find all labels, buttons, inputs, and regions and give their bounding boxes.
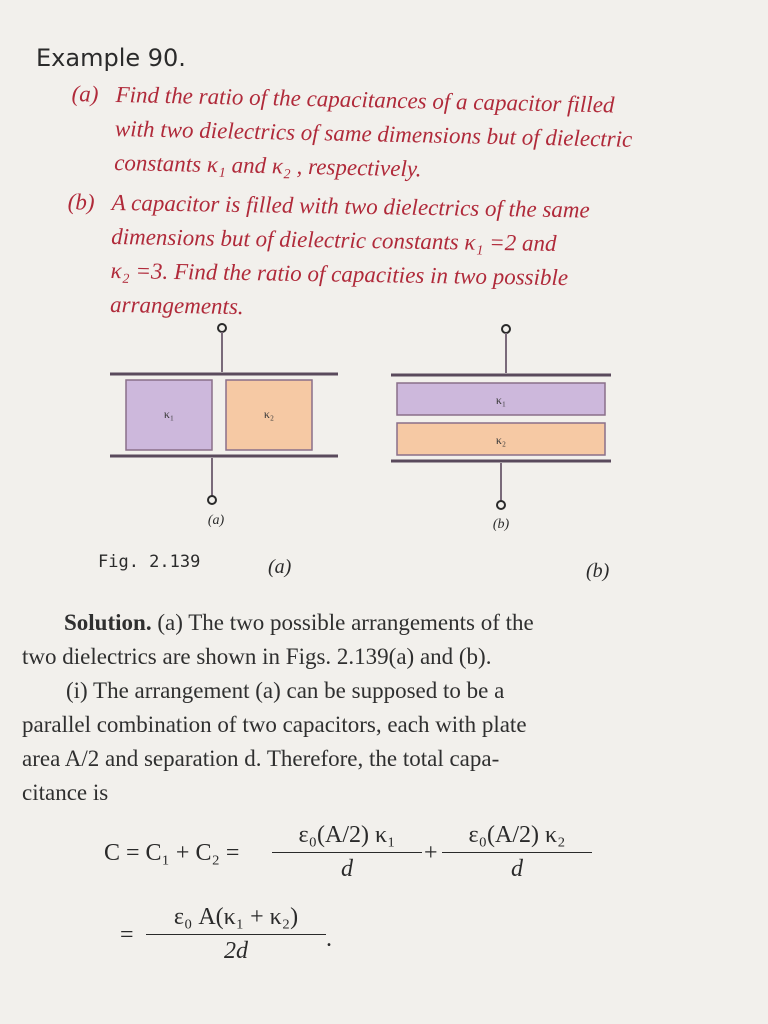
part-a-label: (a) — [71, 81, 99, 107]
term-1-denominator: d — [341, 856, 353, 882]
term-2-denominator: d — [511, 856, 523, 882]
term-1-numerator: ε₀(A/2) κ₁ — [298, 822, 396, 848]
term-3-denominator: 2d — [224, 938, 248, 964]
figure-caption-a: (a) — [268, 556, 292, 578]
solution-line-1 — [22, 606, 752, 640]
example-heading: Example 90. — [36, 44, 186, 72]
fraction-term-3 — [146, 904, 326, 965]
solution-line-6: citance is — [22, 780, 109, 805]
figure-caption: Fig. 2.139 — [98, 552, 201, 572]
solution-line-3: (i) The arrangement (a) can be supposed to be a — [66, 678, 505, 703]
label-k2-a: κ₂ — [263, 407, 275, 421]
figure-b-label: (b) — [492, 517, 510, 532]
term-2-bar — [442, 852, 592, 853]
label-k1-b: κ₁ — [495, 393, 507, 407]
terminal-top-b — [502, 325, 510, 333]
equation-equals-2: = — [120, 922, 134, 948]
figure-a-label: (a) — [207, 513, 225, 528]
terminal-bottom-b — [497, 501, 505, 509]
equation-plus: + — [424, 840, 438, 866]
part-b-line-2: dimensions but of dielectric constants κ₁ =2 and — [111, 223, 557, 256]
term-3-bar — [146, 934, 326, 935]
term-3-numerator: ε₀ A(κ₁ + κ₂) — [173, 904, 299, 930]
figure-b — [385, 315, 620, 540]
label-k1-a: κ₁ — [163, 407, 175, 421]
part-b-label: (b) — [67, 189, 95, 215]
equation-end: . — [326, 926, 332, 952]
term-1-bar — [272, 852, 422, 853]
terminal-bottom-a — [208, 496, 216, 504]
solution-line-5: area A/2 and separation d. Therefore, the total capa- — [22, 746, 500, 771]
part-b-line-4: arrangements. — [109, 291, 244, 320]
solution-block — [22, 606, 752, 810]
term-2-numerator: ε₀(A/2) κ₂ — [468, 822, 566, 848]
equation-lhs: C = C₁ + C₂ = — [104, 840, 240, 866]
figure-a — [100, 310, 350, 540]
solution-line-4: parallel combination of two capacitors, each with plate — [22, 712, 527, 737]
terminal-top-a — [218, 324, 226, 332]
part-b-line-3: κ₂ =3. Find the ratio of capacities in two possible — [110, 257, 569, 291]
part-a-line-2: with two dielectrics of same dimensions but of dielectric — [114, 115, 633, 152]
figure-caption-b: (b) — [586, 560, 610, 582]
question-part-a — [71, 78, 716, 193]
part-a-line-3: constants κ₁ and κ₂ , respectively. — [113, 149, 422, 182]
fraction-term-1 — [272, 822, 422, 883]
solution-line-1-text: (a) The two possible arrangements of the — [151, 610, 534, 635]
fraction-term-2 — [442, 822, 592, 883]
part-b-line-1: A capacitor is filled with two dielectrics of the same — [111, 189, 590, 223]
solution-line-2: two dielectrics are shown in Figs. 2.139(a) and (b). — [22, 644, 492, 669]
part-a-line-1: Find the ratio of the capacitances of a capacitor filled — [115, 81, 615, 118]
label-k2-b: κ₂ — [495, 433, 507, 447]
solution-lead: Solution. — [64, 610, 152, 635]
